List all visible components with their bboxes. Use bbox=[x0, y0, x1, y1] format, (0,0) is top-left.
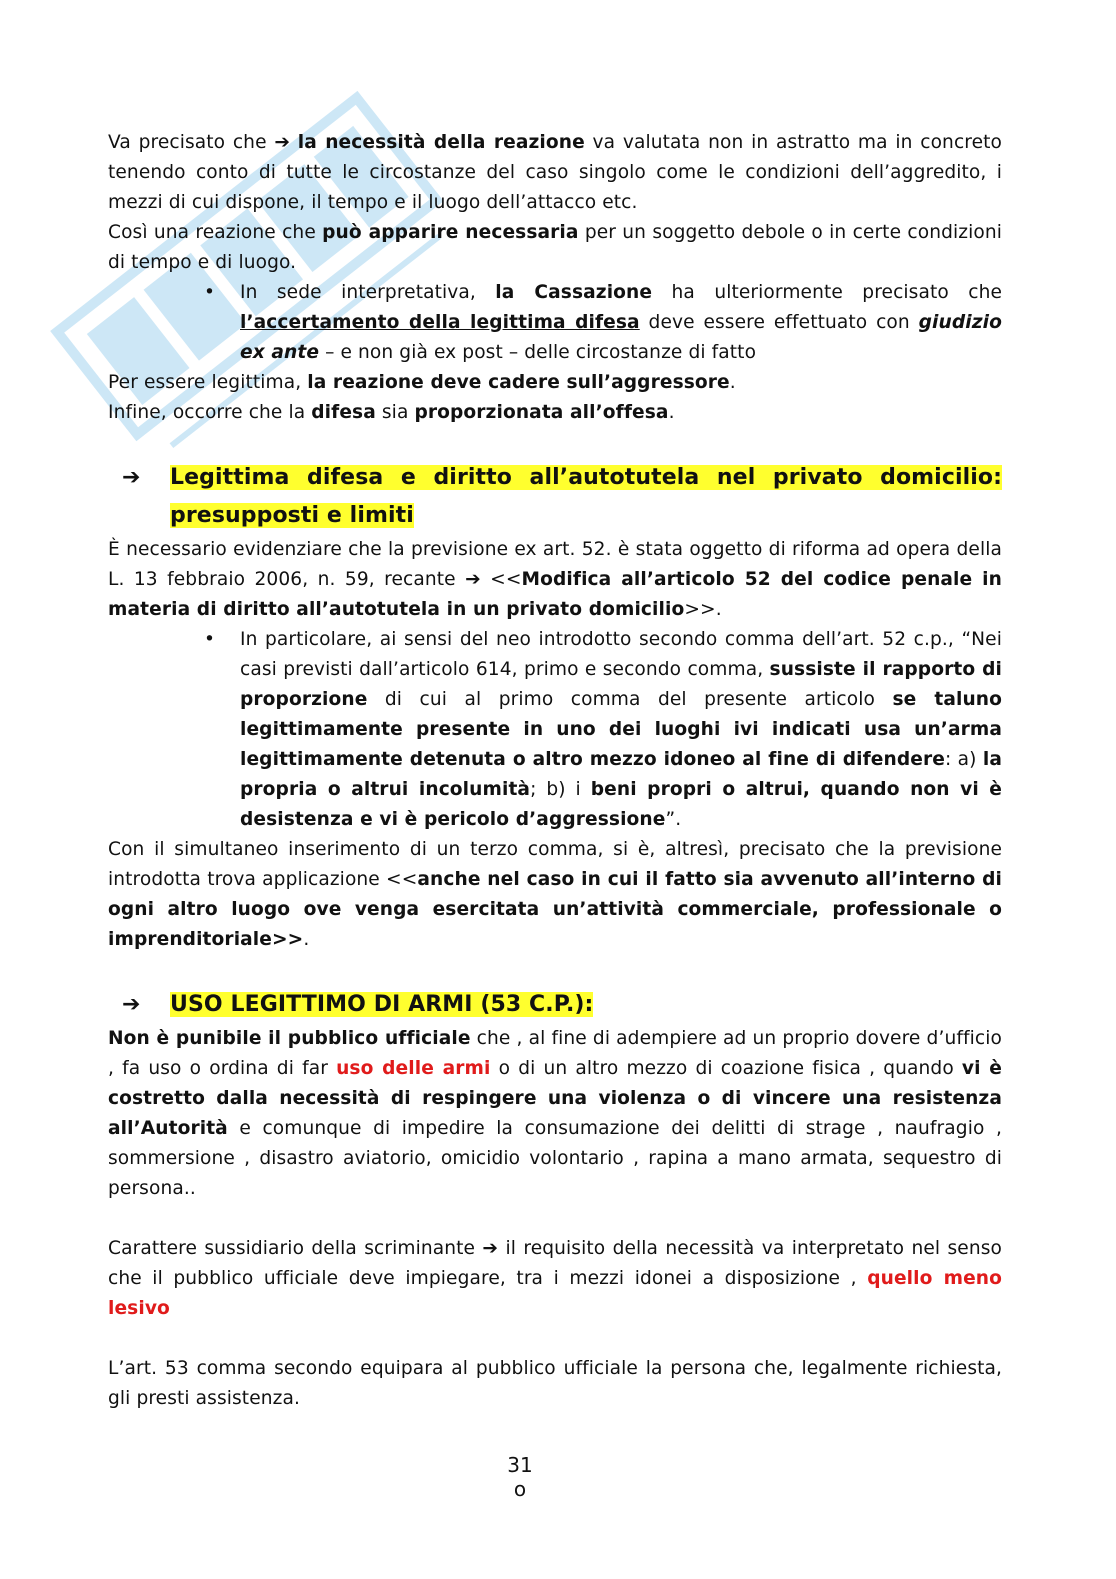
arrow-icon: ➔ bbox=[482, 1238, 499, 1259]
paragraph-art-53: L’art. 53 comma secondo equipara al pubblico ufficiale la persona che, legalmente richiesta, gli presti assistenza. bbox=[108, 1358, 1002, 1409]
bullet-icon: • bbox=[204, 282, 216, 303]
paragraph-sussidiario: Carattere sussidiario della scriminante ➔ il requisito della necessità va interpretato nel senso che il pubblico ufficiale deve impiegare, tra i mezzi idonei a disposizione , quello meno lesivo bbox=[108, 1238, 1002, 1319]
paragraph-soggetto-debole: Così una reazione che può apparire necessaria per un soggetto debole o in certe condizioni di tempo e di luogo. bbox=[108, 222, 1002, 273]
paragraph-necessita: Va precisato che ➔ la necessità della reazione va valutata non in astratto ma in concreto tenendo conto di tutte le circostanze del caso singolo come le condizioni dell’aggredito, i mezzi di cui dispone, il tempo e il luogo dell’attacco etc. bbox=[108, 132, 1003, 213]
arrow-icon: ➔ bbox=[274, 132, 291, 153]
document-page bbox=[108, 128, 1002, 1414]
paragraph-aggressore: Per essere legittima, la reazione deve cadere sull’aggressore. bbox=[108, 372, 736, 393]
paragraph-proporzione: Infine, occorre che la difesa sia proporzionata all’offesa. bbox=[108, 402, 675, 423]
paragraph-terzo-comma: Con il simultaneo inserimento di un terzo comma, si è, altresì, precisato che la previsione introdotta trova applicazione <<anche nel caso in cui il fatto sia avvenuto all’interno di ogni altro luogo ove venga esercitata un’attività commerciale, professionale o imprenditoriale>>. bbox=[108, 839, 1002, 950]
arrow-icon: ➔ bbox=[122, 992, 141, 1017]
paragraph-pubblico-ufficiale: Non è punibile il pubblico ufficiale che , al fine di adempiere ad un proprio dovere d’ufficio , fa uso o ordina di far uso delle armi o di un altro mezzo di coazione fisica , quando vi è costretto dalla necessità di respingere una violenza o di vincere una resistenza all’Autorità e comunque di impedire la consumazione dei delitti di strage , naufragio , sommersione , disastro aviatorio, omicidio volontario , rapina a mano armata, sequestro di persona.. bbox=[108, 1028, 1003, 1199]
page-number: 31 o bbox=[507, 1453, 533, 1501]
heading-legittima-difesa: ➔ Legittima difesa e diritto all’autotutela nel privato domicilio: presupposti e limiti bbox=[108, 459, 1002, 535]
bullet-cassazione: • In sede interpretativa, la Cassazione ha ulteriormente precisato che l’accertamento della legittima difesa deve essere effettuato con giudizio ex ante – e non già ex post – delle circostanze di fatto bbox=[108, 278, 1002, 368]
bullet-icon: • bbox=[204, 629, 216, 650]
arrow-icon: ➔ bbox=[122, 465, 141, 490]
heading-uso-armi: ➔ USO LEGITTIMO DI ARMI (53 C.P.): bbox=[108, 986, 1002, 1024]
bullet-secondo-comma: • In particolare, ai sensi del neo introdotto secondo comma dell’art. 52 c.p., “Nei casi previsti dall’articolo 614, primo e secondo comma, sussiste il rapporto di proporzione di cui al primo comma del presente articolo se taluno legittimamente presente in uno dei luoghi ivi indicati usa un’arma legittimamente detenuta o altro mezzo idoneo al fine di difendere: a) la propria o altrui incolumità; b) i beni propri o altrui, quando non vi è desistenza e vi è pericolo d’aggressione”. bbox=[108, 625, 1002, 835]
paragraph-riforma: È necessario evidenziare che la previsione ex art. 52. è stata oggetto di riforma ad opera della L. 13 febbraio 2006, n. 59, recante ➔ <<Modifica all’articolo 52 del codice penale in materia di diritto all’autotutela in un privato domicilio>>. bbox=[108, 539, 1002, 620]
arrow-icon: ➔ bbox=[465, 569, 481, 590]
